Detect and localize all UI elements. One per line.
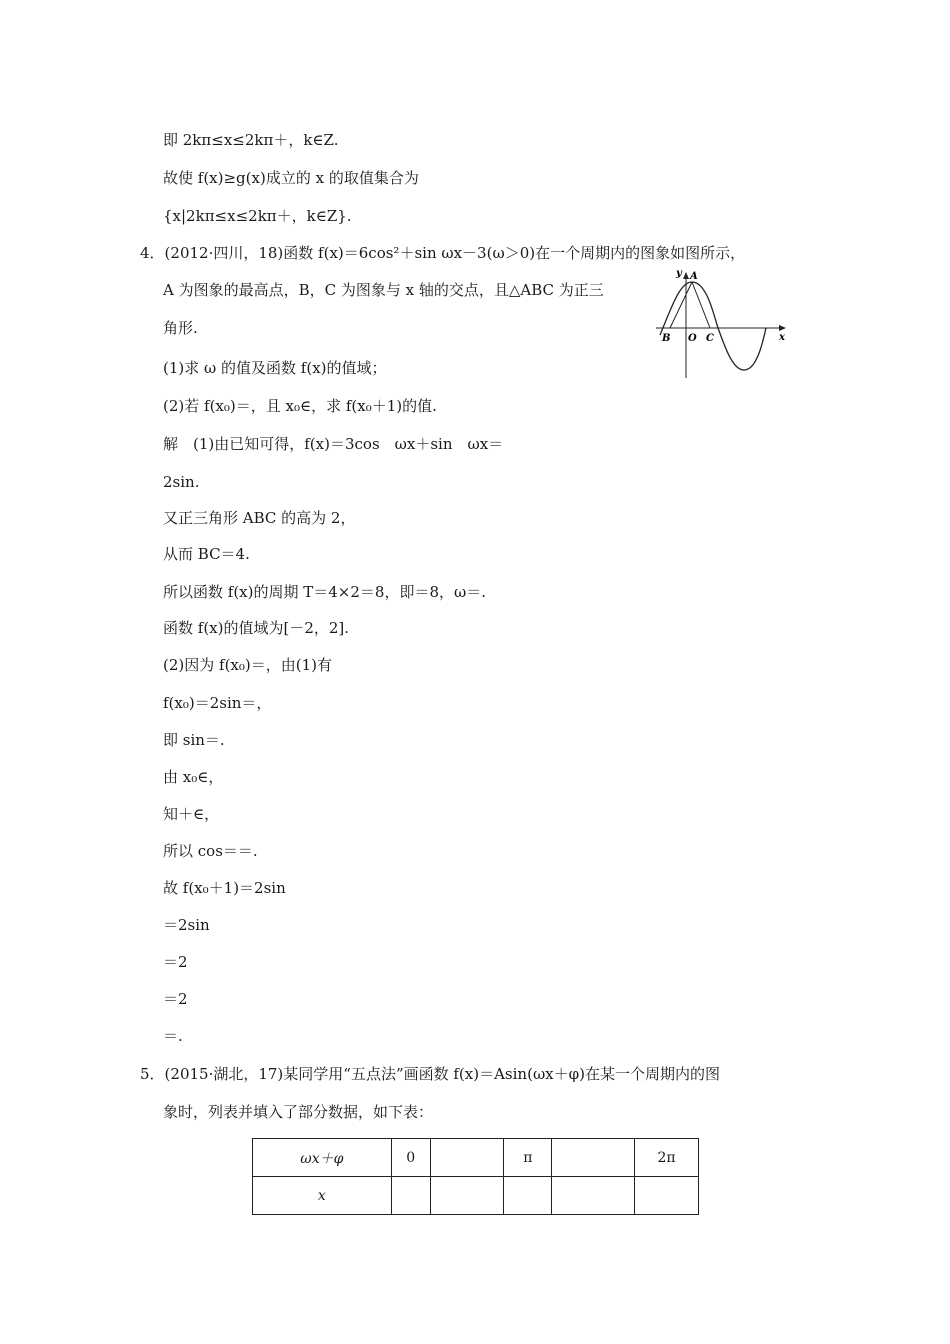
table-cell bbox=[552, 1177, 635, 1215]
table-cell bbox=[504, 1177, 552, 1215]
table-cell: 0 bbox=[391, 1139, 430, 1177]
table-cell bbox=[391, 1177, 430, 1215]
solution-line-4: 从而 BC＝4. bbox=[163, 545, 250, 563]
table-cell: ωx＋φ bbox=[253, 1139, 392, 1177]
triangle-side-ac bbox=[692, 282, 710, 328]
solution-line-7: (2)因为 f(x₀)＝，由(1)有 bbox=[163, 656, 332, 674]
solution-line-11: 知＋∈， bbox=[163, 805, 220, 823]
sine-graph-figure bbox=[652, 266, 792, 382]
solution-line-8: f(x₀)＝2sin＝， bbox=[163, 694, 272, 712]
table-cell bbox=[430, 1139, 504, 1177]
solution-line-9: 即 sin＝. bbox=[163, 731, 225, 749]
table-cell: x bbox=[253, 1177, 392, 1215]
table-row bbox=[253, 1177, 699, 1215]
problem-4-heading: 4．(2012·四川，18)函数 f(x)＝6cos²＋sin ωx－3(ω＞0)在一个周期内的图象如图所示， bbox=[140, 244, 746, 262]
problem-4-line-2: A 为图象的最高点，B，C 为图象与 x 轴的交点，且△ABC 为正三 bbox=[163, 281, 604, 299]
solution-line-5: 所以函数 f(x)的周期 T＝4×2＝8，即＝8，ω＝. bbox=[163, 583, 486, 601]
table-cell: 2π bbox=[635, 1139, 699, 1177]
sine-curve bbox=[660, 282, 766, 370]
text-line-2: 故使 f(x)≥g(x)成立的 x 的取值集合为 bbox=[163, 169, 419, 187]
solution-line-14: ＝2sin bbox=[163, 916, 210, 934]
solution-line-15: ＝2 bbox=[163, 953, 188, 971]
label-b: B bbox=[662, 333, 671, 344]
table-cell bbox=[552, 1139, 635, 1177]
table-row bbox=[253, 1139, 699, 1177]
label-x: x bbox=[779, 332, 785, 343]
x-axis-arrow bbox=[779, 325, 786, 331]
solution-line-13: 故 f(x₀＋1)＝2sin bbox=[163, 879, 286, 897]
solution-line-17: ＝. bbox=[163, 1027, 183, 1045]
problem-4-question-2: (2)若 f(x₀)＝，且 x₀∈，求 f(x₀＋1)的值. bbox=[163, 397, 437, 415]
problem-4-line-3: 角形. bbox=[163, 319, 198, 337]
solution-line-2: 2sin. bbox=[163, 473, 200, 491]
solution-line-16: ＝2 bbox=[163, 990, 188, 1008]
label-a: A bbox=[690, 271, 698, 282]
table-cell: π bbox=[504, 1139, 552, 1177]
label-o: O bbox=[688, 333, 697, 344]
problem-4-question-1: (1)求 ω 的值及函数 f(x)的值域； bbox=[163, 359, 387, 377]
solution-line-1: 解 (1)由已知可得，f(x)＝3cos ωx＋sin ωx＝ bbox=[163, 435, 504, 453]
solution-line-10: 由 x₀∈， bbox=[163, 768, 224, 786]
label-c: C bbox=[706, 333, 714, 344]
y-axis-arrow bbox=[683, 272, 689, 279]
text-line-3: {x|2kπ≤x≤2kπ＋，k∈Z}. bbox=[163, 207, 352, 225]
table-cell bbox=[430, 1177, 504, 1215]
problem-5-line-2: 象时，列表并填入了部分数据，如下表： bbox=[163, 1103, 434, 1121]
text-line-1: 即 2kπ≤x≤2kπ＋，k∈Z. bbox=[163, 131, 339, 149]
solution-line-12: 所以 cos＝＝. bbox=[163, 842, 258, 860]
solution-line-6: 函数 f(x)的值域为[－2，2]. bbox=[163, 619, 350, 637]
problem-5-heading: 5．(2015·湖北，17)某同学用“五点法”画函数 f(x)＝Asin(ωx＋φ)在某一个周期内的图 bbox=[140, 1065, 720, 1083]
table-cell bbox=[635, 1177, 699, 1215]
solution-line-3: 又正三角形 ABC 的高为 2， bbox=[163, 509, 356, 527]
five-point-table bbox=[252, 1138, 699, 1215]
label-y: y bbox=[676, 268, 682, 279]
